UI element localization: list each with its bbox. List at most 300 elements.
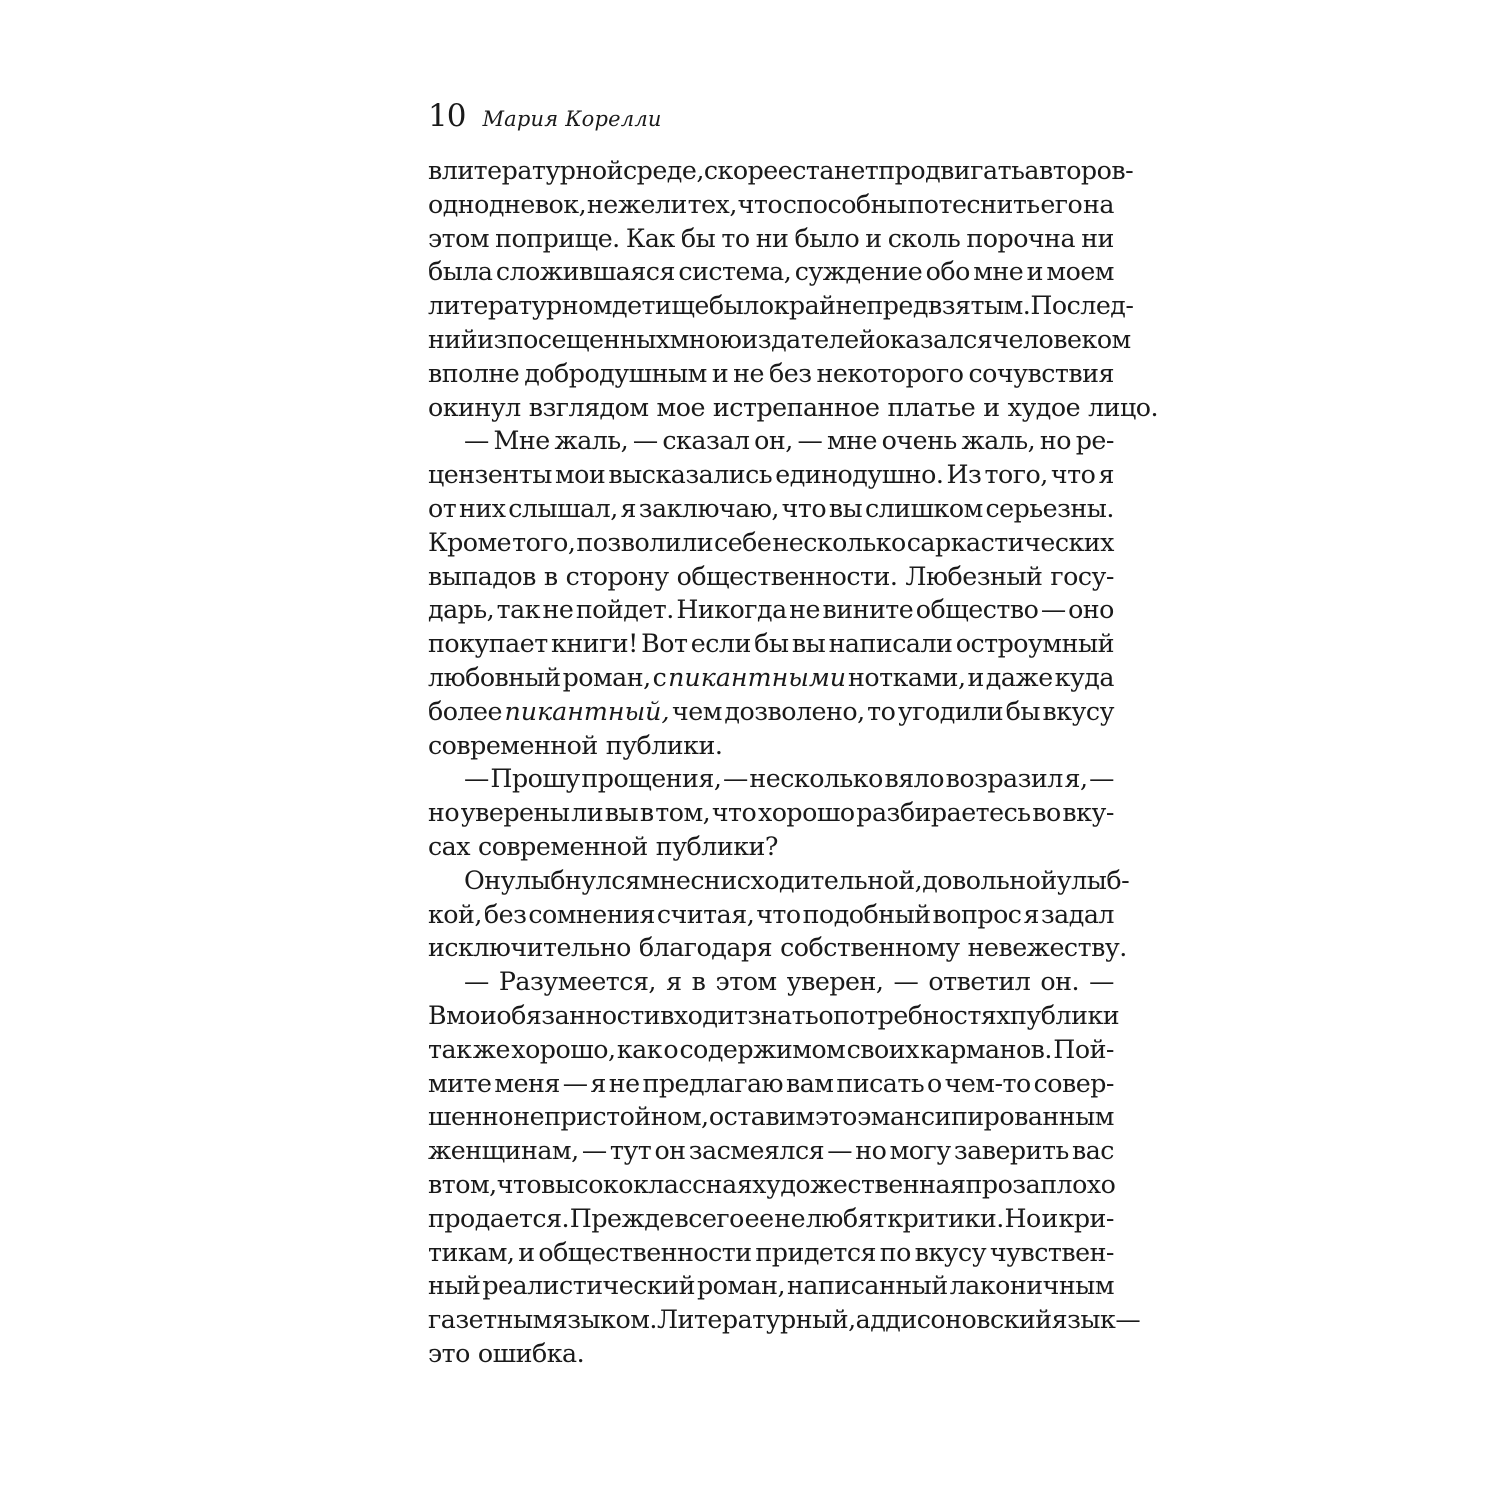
word: это	[428, 1338, 470, 1368]
word: жаль,	[961, 426, 1036, 456]
word: довольной	[922, 865, 1057, 895]
word: и	[967, 662, 984, 692]
word: ответил	[928, 967, 1031, 997]
word: я	[590, 1068, 606, 1098]
word: что	[737, 189, 783, 219]
word: однодневок,	[428, 189, 587, 219]
word: моем	[1046, 257, 1114, 287]
word: он.	[1040, 967, 1080, 997]
word: любят	[805, 1203, 887, 1233]
word: том,	[655, 798, 711, 828]
text-line	[428, 492, 1114, 526]
word: я	[1023, 899, 1039, 929]
word: Как	[625, 223, 675, 253]
text-line	[428, 864, 1130, 898]
word: В	[428, 1000, 447, 1030]
word: единодушно.	[775, 460, 944, 490]
text-line	[428, 458, 1114, 492]
word: исключительно	[428, 933, 631, 963]
word: ли	[571, 798, 604, 828]
word: и	[865, 223, 882, 253]
word: вините	[822, 595, 914, 625]
word: знать	[747, 1000, 819, 1030]
word: лаконичным	[949, 1271, 1114, 1301]
text-line	[428, 289, 1134, 323]
word: это	[814, 1102, 857, 1132]
word: по	[879, 1237, 911, 1267]
word: не	[774, 1203, 806, 1233]
word: Любезный	[905, 561, 1043, 591]
word: о	[818, 1000, 834, 1030]
word: литературном	[428, 291, 613, 321]
word: ре-	[1075, 426, 1114, 456]
word: —	[464, 426, 489, 456]
word: способны	[782, 189, 907, 219]
word: современной	[478, 831, 648, 861]
word: некоторого	[816, 358, 964, 388]
word: улыб-	[1056, 865, 1130, 895]
word: —	[464, 967, 489, 997]
word: снисходительной,	[690, 865, 923, 895]
word: языком.	[551, 1305, 657, 1335]
word: вы	[791, 629, 826, 659]
word: была	[428, 257, 493, 287]
word: ный	[428, 1271, 481, 1301]
word: если	[690, 629, 751, 659]
text-line	[428, 965, 1114, 999]
word: —	[1115, 1305, 1141, 1335]
word: высказались	[608, 460, 773, 490]
word: уверены	[460, 798, 570, 828]
word: совер-	[1033, 1068, 1114, 1098]
word: —	[827, 1136, 853, 1166]
text-line	[428, 931, 1127, 965]
text-line	[428, 796, 1114, 830]
text-line	[428, 1269, 1114, 1303]
word: Вот	[641, 629, 688, 659]
word: разбираетесь	[856, 798, 1031, 828]
word: дозволено,	[724, 696, 865, 726]
word: в	[691, 967, 706, 997]
text-line	[428, 526, 1114, 560]
word: позволили	[576, 527, 714, 557]
word: ошибка.	[477, 1338, 585, 1368]
word: уверен,	[786, 967, 884, 997]
word: предвзятым.	[866, 291, 1031, 321]
word: мое	[656, 392, 705, 422]
word: написанный	[787, 1271, 948, 1301]
book-page	[428, 92, 1159, 1371]
text-line	[428, 627, 1114, 661]
running-title: Мария Корелли	[482, 107, 662, 131]
word: современной	[428, 730, 598, 760]
word: хорошо,	[511, 1034, 616, 1064]
word: сомнения	[528, 899, 655, 929]
word: невежеству.	[967, 933, 1127, 963]
word: я	[1098, 460, 1114, 490]
word: так	[428, 1034, 472, 1064]
text-line	[428, 1303, 1141, 1337]
word: кой,	[428, 899, 482, 929]
word: Он	[464, 865, 501, 895]
word: хорошо	[757, 798, 855, 828]
word: вы	[604, 798, 639, 828]
word: несколько	[772, 527, 906, 557]
word: суждение	[794, 257, 923, 287]
word: из	[477, 324, 507, 354]
word: и	[1041, 1203, 1058, 1233]
word: считая,	[656, 899, 755, 929]
text-line	[428, 323, 1131, 357]
word: —	[562, 1068, 588, 1098]
word: —	[464, 764, 489, 794]
word: литературной	[441, 156, 623, 185]
word: о	[926, 1068, 942, 1098]
word: оно	[1068, 595, 1114, 625]
word: несколько	[749, 764, 883, 794]
text-line	[428, 1337, 1114, 1371]
word: оказался	[875, 324, 993, 354]
body-text	[428, 154, 1159, 1371]
word: Прежде	[569, 1203, 674, 1233]
word: вопрос	[932, 899, 1022, 929]
word: своих	[846, 1034, 919, 1064]
word: во	[1032, 798, 1061, 828]
word: тех,	[687, 189, 737, 219]
text-line	[428, 391, 1159, 425]
word: не	[608, 1068, 640, 1098]
word: не	[789, 595, 821, 625]
word: сторону	[565, 561, 669, 591]
word: угодили	[897, 696, 1004, 726]
word: возразил	[945, 764, 1063, 794]
word: что	[711, 798, 757, 828]
text-line	[428, 695, 1114, 729]
word: он	[654, 1136, 686, 1166]
text-line	[428, 1134, 1114, 1168]
word: обо	[925, 257, 970, 287]
word: публики	[1010, 1000, 1120, 1030]
text-line	[428, 1236, 1114, 1270]
word: и	[518, 1237, 535, 1267]
word: остроумный	[955, 629, 1114, 659]
word: посещенных	[506, 324, 670, 354]
word: газетным	[428, 1305, 552, 1335]
word: засмеялся	[688, 1136, 825, 1166]
word: я,	[1064, 764, 1088, 794]
word: заключаю,	[638, 493, 779, 523]
text-line	[428, 424, 1114, 458]
word: платье	[887, 392, 976, 422]
word: —	[723, 764, 748, 794]
word: от	[428, 493, 457, 523]
word: цензенты	[428, 460, 552, 490]
word: чувствен-	[989, 1237, 1114, 1267]
word: вам	[785, 1068, 834, 1098]
word: среде,	[622, 156, 704, 185]
word: Кроме	[428, 527, 512, 557]
word: же	[472, 1034, 510, 1064]
word: критики.	[887, 1203, 1004, 1233]
running-head	[428, 92, 1114, 140]
word: человеком	[992, 324, 1131, 354]
text-line	[428, 188, 1114, 222]
word: нежели	[586, 189, 687, 219]
word: бы	[754, 629, 789, 659]
word: было	[794, 223, 860, 253]
word: в	[428, 156, 442, 185]
word: Послед-	[1030, 291, 1134, 321]
word: худое	[1007, 392, 1081, 422]
word: того,	[984, 460, 1048, 490]
word: чем-то	[944, 1068, 1031, 1098]
word: станет	[792, 156, 879, 185]
word: но	[428, 798, 460, 828]
word: публики.	[605, 730, 723, 760]
word: —	[1089, 764, 1114, 794]
text-line	[428, 1202, 1114, 1236]
word: том,	[441, 1169, 497, 1199]
word: и	[711, 358, 729, 388]
word: саркастических	[906, 527, 1114, 557]
word: публики?	[655, 831, 778, 861]
word: окинул	[428, 392, 521, 422]
word: сказал	[662, 426, 750, 456]
word: с	[652, 662, 667, 692]
text-line	[428, 1100, 1114, 1134]
word: бы	[680, 223, 716, 253]
word: не	[542, 595, 574, 625]
text-line	[428, 1033, 1114, 1067]
word: сколь	[887, 223, 961, 253]
word: в	[639, 798, 654, 828]
word: вку-	[1062, 798, 1114, 828]
word: этом	[428, 223, 490, 253]
word: Литературный,	[656, 1305, 856, 1335]
word: ний	[428, 324, 478, 354]
word: высококлассная	[541, 1169, 753, 1199]
word: его	[1040, 189, 1083, 219]
word: но	[855, 1136, 887, 1166]
emphasis-word: пикантный,	[504, 696, 670, 726]
word: —	[581, 1136, 607, 1166]
word: заверить	[953, 1136, 1069, 1166]
word: плохо	[1040, 1169, 1116, 1199]
word: и	[1026, 257, 1044, 287]
word: даже	[985, 662, 1053, 692]
word: авторов-	[1024, 156, 1134, 185]
text-line	[428, 357, 1114, 391]
word: поприще.	[495, 223, 620, 253]
word: скорее	[703, 156, 793, 185]
text-line	[428, 593, 1114, 627]
word: предлагаю	[642, 1068, 784, 1098]
word: —	[632, 426, 658, 456]
word: о	[663, 1034, 679, 1064]
word: без	[769, 358, 812, 388]
word: этом	[715, 967, 777, 997]
word: детище	[612, 291, 709, 321]
word: вкусу	[1042, 696, 1114, 726]
word: шенно	[428, 1102, 513, 1132]
word: серьезны.	[985, 493, 1114, 523]
word: бы	[1005, 696, 1040, 726]
text-line	[428, 560, 1114, 594]
word: было	[708, 291, 774, 321]
word: не	[733, 358, 765, 388]
word: очень	[881, 426, 957, 456]
word: содержимом	[679, 1034, 846, 1064]
word: придется	[755, 1237, 876, 1267]
word: слышал,	[508, 493, 618, 523]
word: вас	[1071, 1136, 1114, 1166]
text-line	[428, 898, 1114, 932]
word: госу-	[1050, 561, 1114, 591]
text-line	[428, 255, 1114, 289]
word: написали	[828, 629, 953, 659]
word: порочна	[966, 223, 1076, 253]
word: книги!	[551, 629, 638, 659]
word: так	[496, 595, 541, 625]
word: продается.	[428, 1203, 570, 1233]
word: женщинам,	[428, 1136, 579, 1166]
word: эмансипированным	[857, 1102, 1114, 1132]
word: крайне	[773, 291, 867, 321]
word: проза	[965, 1169, 1041, 1199]
word: роман,	[696, 1271, 786, 1301]
word: он,	[754, 426, 793, 456]
word: Мне	[493, 426, 550, 456]
word: Прошу	[490, 764, 580, 794]
word: мне	[640, 865, 691, 895]
word: ее	[744, 1203, 774, 1233]
word: в	[428, 1169, 442, 1199]
word: дарь,	[428, 595, 495, 625]
text-line	[428, 762, 1114, 796]
word: что	[756, 899, 801, 929]
text-line	[428, 222, 1114, 256]
word: вяло	[884, 764, 944, 794]
word: Пой-	[1053, 1034, 1114, 1064]
word: непристойном,	[513, 1102, 709, 1132]
word: общественности.	[676, 561, 898, 591]
word: мите	[428, 1068, 492, 1098]
word: куда	[1054, 662, 1114, 692]
word: благодаря	[638, 933, 773, 963]
word: пойдет.	[575, 595, 674, 625]
word: чем	[672, 696, 722, 726]
word: вкусу	[914, 1237, 987, 1267]
word: сочувствия	[968, 358, 1114, 388]
word: издателей	[741, 324, 876, 354]
word: сах	[428, 831, 471, 861]
word: улыбнулся	[500, 865, 641, 895]
text-line	[428, 154, 1134, 188]
word: тикам,	[428, 1237, 515, 1267]
word: мои	[555, 460, 606, 490]
word: вы	[828, 493, 863, 523]
word: реалистический	[482, 1271, 695, 1301]
word: в	[543, 561, 558, 591]
word: что	[781, 493, 827, 523]
word: мне	[826, 426, 877, 456]
word: Никогда	[676, 595, 787, 625]
word: что	[496, 1169, 542, 1199]
word: Но	[1004, 1203, 1041, 1233]
word: более	[428, 696, 502, 726]
word: обязанности	[496, 1000, 661, 1030]
word: то	[721, 223, 750, 253]
word: всего	[674, 1203, 744, 1233]
word: мною	[669, 324, 742, 354]
word: на	[1083, 189, 1114, 219]
word: аддисоновский	[855, 1305, 1052, 1335]
word: и	[983, 392, 1000, 422]
word: тут	[609, 1136, 652, 1166]
word: выпадов	[428, 561, 536, 591]
text-line	[428, 999, 1120, 1033]
word: —	[1089, 967, 1114, 997]
word: жаль,	[554, 426, 629, 456]
word: лицо.	[1088, 392, 1159, 422]
word: сложившаяся	[495, 257, 675, 287]
word: как	[616, 1034, 663, 1064]
text-line	[428, 661, 1114, 695]
word: художественная	[752, 1169, 966, 1199]
word: задал	[1040, 899, 1114, 929]
word: любовный	[428, 662, 561, 692]
word: я	[620, 493, 636, 523]
word: могу	[889, 1136, 951, 1166]
word: но	[1039, 426, 1071, 456]
word: общественности	[538, 1237, 752, 1267]
word: Из	[946, 460, 982, 490]
word: ни	[755, 223, 789, 253]
word: вполне	[428, 358, 520, 388]
word: продвигать	[878, 156, 1025, 185]
word: я	[666, 967, 682, 997]
word: собственному	[780, 933, 960, 963]
word: добродушным	[524, 358, 707, 388]
word: роман,	[562, 662, 651, 692]
word: без	[483, 899, 527, 929]
word: нотками,	[848, 662, 966, 692]
word: потеснить	[907, 189, 1040, 219]
word: оставим	[708, 1102, 815, 1132]
word: прощения,	[581, 764, 722, 794]
word: себе	[714, 527, 772, 557]
word: писать	[836, 1068, 925, 1098]
word: подобный	[802, 899, 931, 929]
word: общество	[915, 595, 1039, 625]
word: покупает	[428, 629, 548, 659]
word: слишком	[864, 493, 983, 523]
word: меня	[494, 1068, 560, 1098]
text-line	[428, 729, 1114, 763]
word: кри-	[1058, 1203, 1114, 1233]
word: мне	[973, 257, 1024, 287]
word: система,	[678, 257, 792, 287]
word: язык	[1051, 1305, 1116, 1335]
word: потребностях	[833, 1000, 1011, 1030]
word: входит	[660, 1000, 748, 1030]
word: того,	[512, 527, 576, 557]
word: ни	[1081, 223, 1114, 253]
word: карманов.	[920, 1034, 1052, 1064]
word: —	[1040, 595, 1066, 625]
text-line	[428, 830, 1114, 864]
word: истрепанное	[712, 392, 880, 422]
